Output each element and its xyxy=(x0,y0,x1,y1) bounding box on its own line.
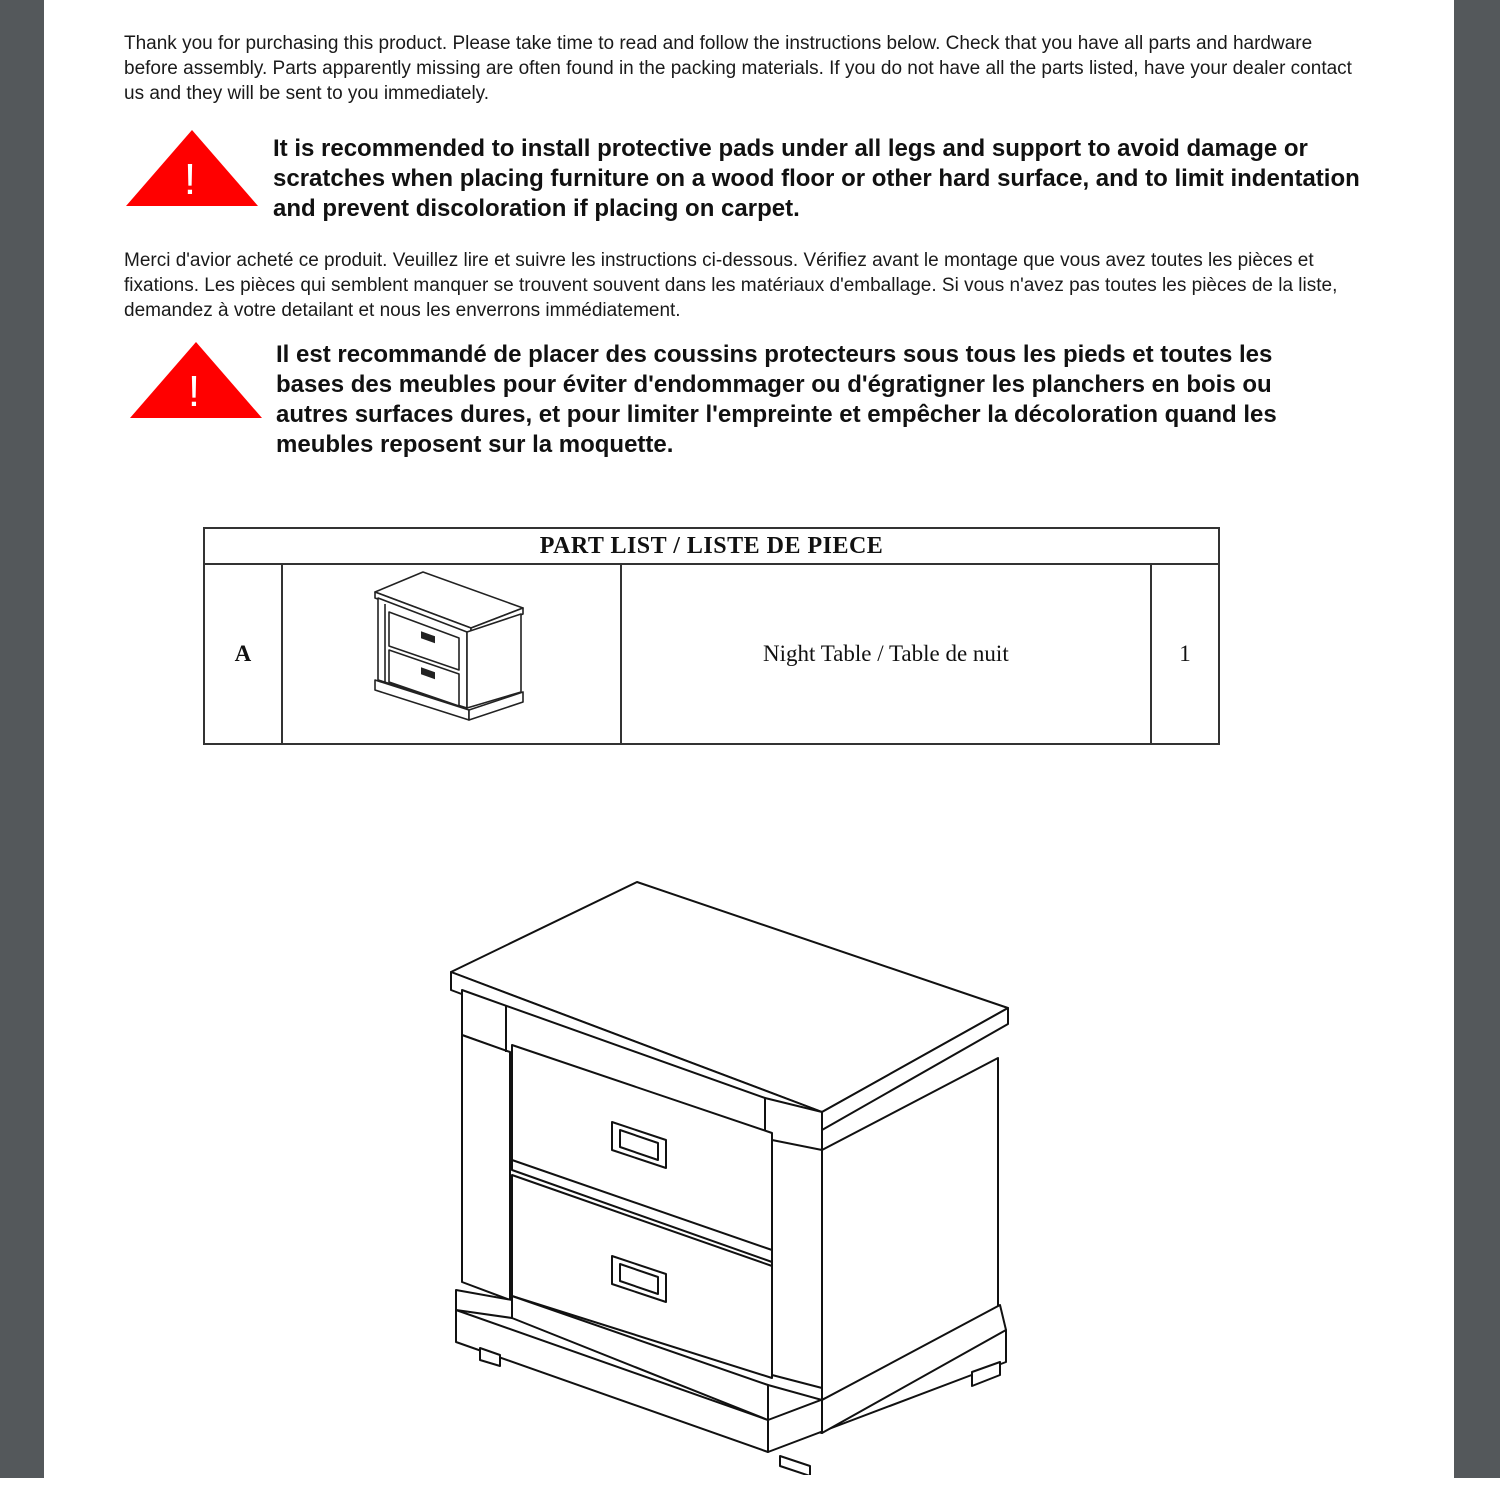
warning-text-fr: Il est recommandé de placer des coussins protecteurs sous tous les pieds et toutes les bases des meubles pour éviter d'endommager ou d'égratigner les planchers en bois ou autres surfaces dures, et pour limiter l'empreinte et empêcher la décoloration quand les meubles reposent sur la moquette. xyxy=(276,341,1277,458)
part-list-table xyxy=(203,527,1220,745)
warning-text-en: It is recommended to install protective pads under all legs and support to avoid damage or scratches when placing furniture on a wood floor or other hard surface, and to limit indentation and prevent discoloration if placing on carpet. xyxy=(273,135,1360,222)
night-table-illustration xyxy=(440,875,1020,1475)
right-margin-bar xyxy=(1454,0,1500,1478)
part-id: A xyxy=(204,564,282,744)
intro-text-fr: Merci d'avior acheté ce produit. Veuillez lire et suivre les instructions ci-dessous. Vérifiez avant le montage que vous avez toutes les pièces et fixations. Les pièces qui semblent manquer se trouvent souvent dans les matériaux d'emballage. Si vous n'avez pas toutes les pièces de la liste, demandez à votre detailant et nous les enverrons immédiatement. xyxy=(124,250,1338,321)
warning-triangle-icon xyxy=(128,340,264,420)
table-row xyxy=(204,564,1219,744)
part-description: Night Table / Table de nuit xyxy=(621,564,1151,744)
left-margin-bar xyxy=(0,0,44,1478)
warning-symbol: ! xyxy=(187,367,201,416)
part-list-title: PART LIST / LISTE DE PIECE xyxy=(204,528,1219,564)
warning-triangle-icon xyxy=(124,128,260,208)
intro-text-en: Thank you for purchasing this product. Please take time to read and follow the instructions below. Check that you have all parts and hardware before assembly. Parts apparently missing are often found in the packing materials. If you do not have all the parts listed, have your dealer contact us and they will be sent to you immediately. xyxy=(124,33,1352,104)
part-quantity: 1 xyxy=(1151,564,1219,744)
night-table-thumbnail xyxy=(371,570,531,732)
part-image-cell xyxy=(282,564,621,744)
warning-symbol: ! xyxy=(183,155,197,204)
